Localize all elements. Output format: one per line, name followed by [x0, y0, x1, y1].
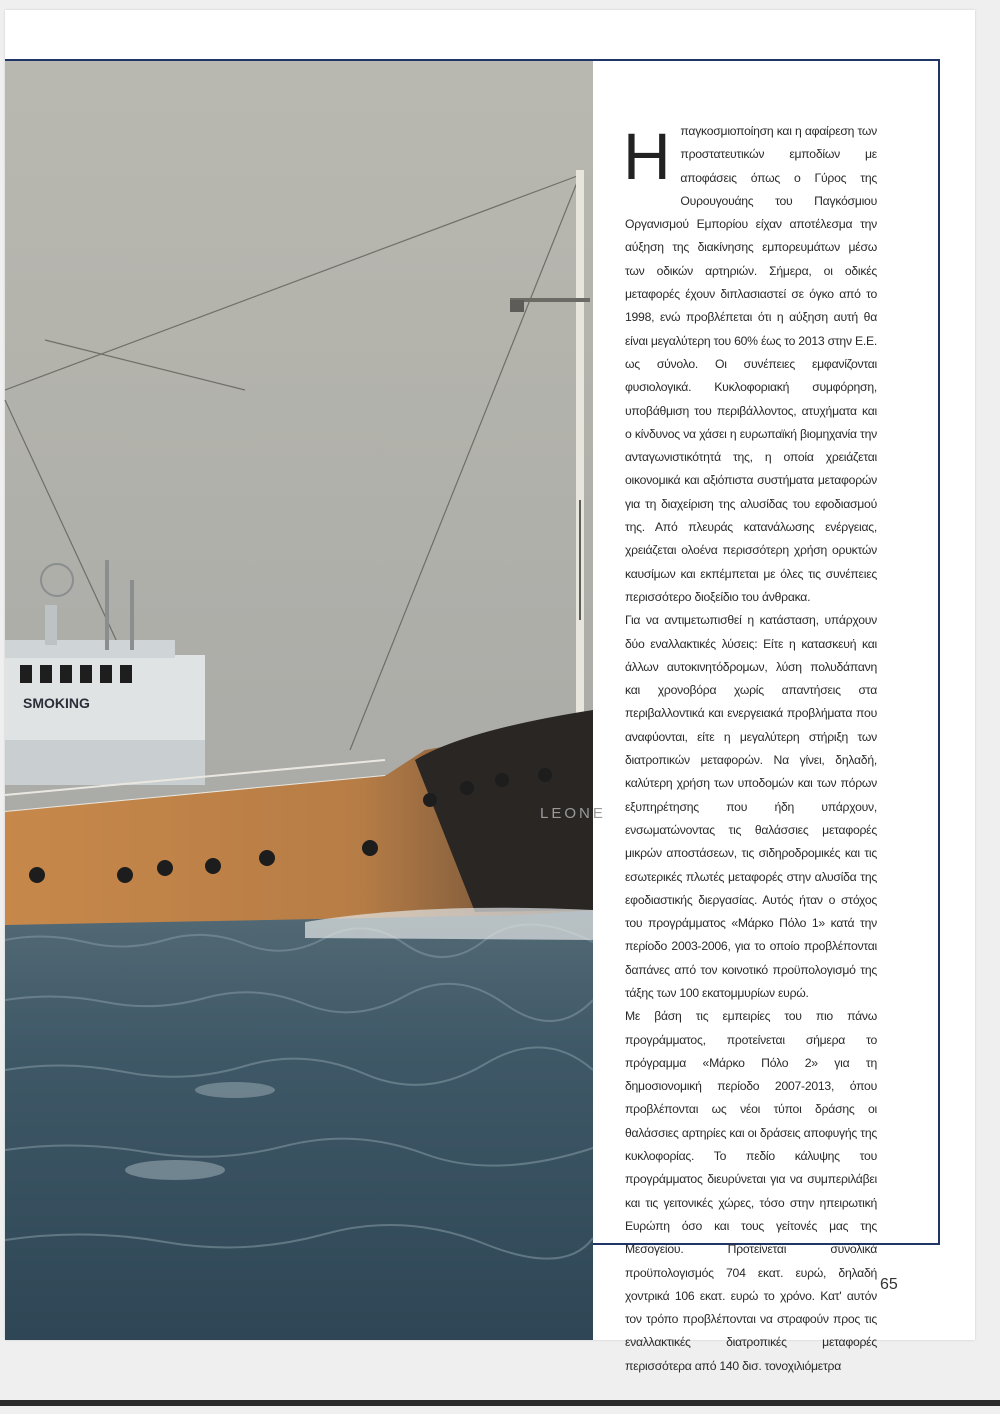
deckhouse-sign: SMOKING [23, 695, 90, 711]
paragraph-3: Με βάση τις εμπειρίες του πιο πάνω προγράμματος, προτείνεται σήμερα το πρόγραμμα «Μάρκο Πόλο 2» για τη δημοσιονομική περίοδο 2007-2013, όπου προβλέπονται ως νέοι τύποι δράσης οι θαλάσσιες αρτηρίες και οι δράσεις αποφυγής της κυκλοφορίας. Το πεδίο κάλυψης του προγράμματος διευρύνεται για να συμπεριλάβει και τις γειτονικές χώρες, τόσο στην ηπειρωτική Ευρώπη όσο και τους γείτονές μας της Μεσογείου. Προτείνεται συνολικά προϋπολογισμός 704 εκατ. ευρώ, δηλαδή χοντρικά 106 εκατ. ευρώ το χρόνο. Κατ' αυτόν τον τρόπο προβλέπονται να στραφούν προς τις εναλλακτικές διατροπικές μεταφορές περισσότερα από 140 δισ. τονοχιλιόμετρα [625, 1009, 877, 1373]
article-body [625, 120, 877, 1378]
ship-photo [5, 60, 606, 1340]
scan-bottom-edge [0, 1400, 1000, 1406]
paragraph-1 [625, 120, 877, 609]
hull-lettering: LEONE [540, 805, 606, 822]
paragraph-1-text: παγκοσμιοποίηση και η αφαίρεση των προστατευτικών εμποδίων με αποφάσεις όπως ο Γύρος της Ουρουγουάης του Παγκόσμιου Οργανισμού Εμπορίου είχαν αποτέλεσμα την αύξηση της διακίνησης εμπορευμάτων μέσω των οδικών αρτηριών. Σήμερα, οι οδικές μεταφορές έχουν διπλασιαστεί σε όγκο από το 1998, ενώ προβλέπεται ότι η αύξηση αυτή θα είναι μεγαλύτερη του 60% έως το 2013 στην Ε.Ε. ως σύνολο. Οι συνέπειες εμφανίζονται φυσιολογικά. Κυκλοφοριακή συμφόρηση, υποβάθμιση του περιβάλλοντος, ατυχήματα και ο κίνδυνος να χάσει η ευρωπαϊκή βιομηχανία την ανταγωνιστικότητά της, η οποία χρειάζεται οικονομικά και αξιόπιστα συστήματα μεταφορών για τη διαχείριση της αλυσίδας του εφοδιασμού της. Από πλευράς κατανάλωσης ενέργειας, χρειάζεται ολοένα περισσότερη χρήση ορυκτών καυσίμων και εκπέμπεται με όλες τις συνέπειες περισσότερο διοξείδιο του άνθρακα. [625, 124, 877, 604]
frame-top-rule [5, 59, 940, 61]
frame-right-rule [938, 59, 940, 1245]
paragraph-2: Για να αντιμετωπισθεί η κατάσταση, υπάρχουν δύο εναλλακτικές λύσεις: Είτε η κατασκευή και άλλων αυτοκινητόδρομων, λύση πολυδάπανη και χρονοβόρα χωρίς απαντήσεις στα περιβαλλοντικά και ενεργειακά προβλήματα που αναφύονται, είτε η μεγαλύτερη στήριξη των διατροπικών μεταφορών. Να γίνει, δηλαδή, καλύτερη χρήση των υποδομών και των πόρων εξυπηρέτησης που ήδη υπάρχουν, ενσωματώνοντας τις θαλάσσιες μεταφορές μικρών αποστάσεων, τις σιδηροδρομικές και τις εσωτερικές πλωτές μεταφορές στην αλυσίδα της εφοδιαστικής διεργασίας. Αυτός ήταν ο στόχος του προγράμματος «Μάρκο Πόλο 1» κατά την περίοδο 2003-2006, για το οποίο προβλέπονται δαπάνες από τον κοινοτικό προϋπολογισμό της τάξης των 100 εκατομμυρίων ευρώ. [625, 613, 877, 1000]
ship-illustration [5, 60, 606, 1340]
page-number: 65 [880, 1276, 898, 1293]
drop-cap: Η [623, 119, 671, 193]
main-mast [576, 170, 584, 790]
